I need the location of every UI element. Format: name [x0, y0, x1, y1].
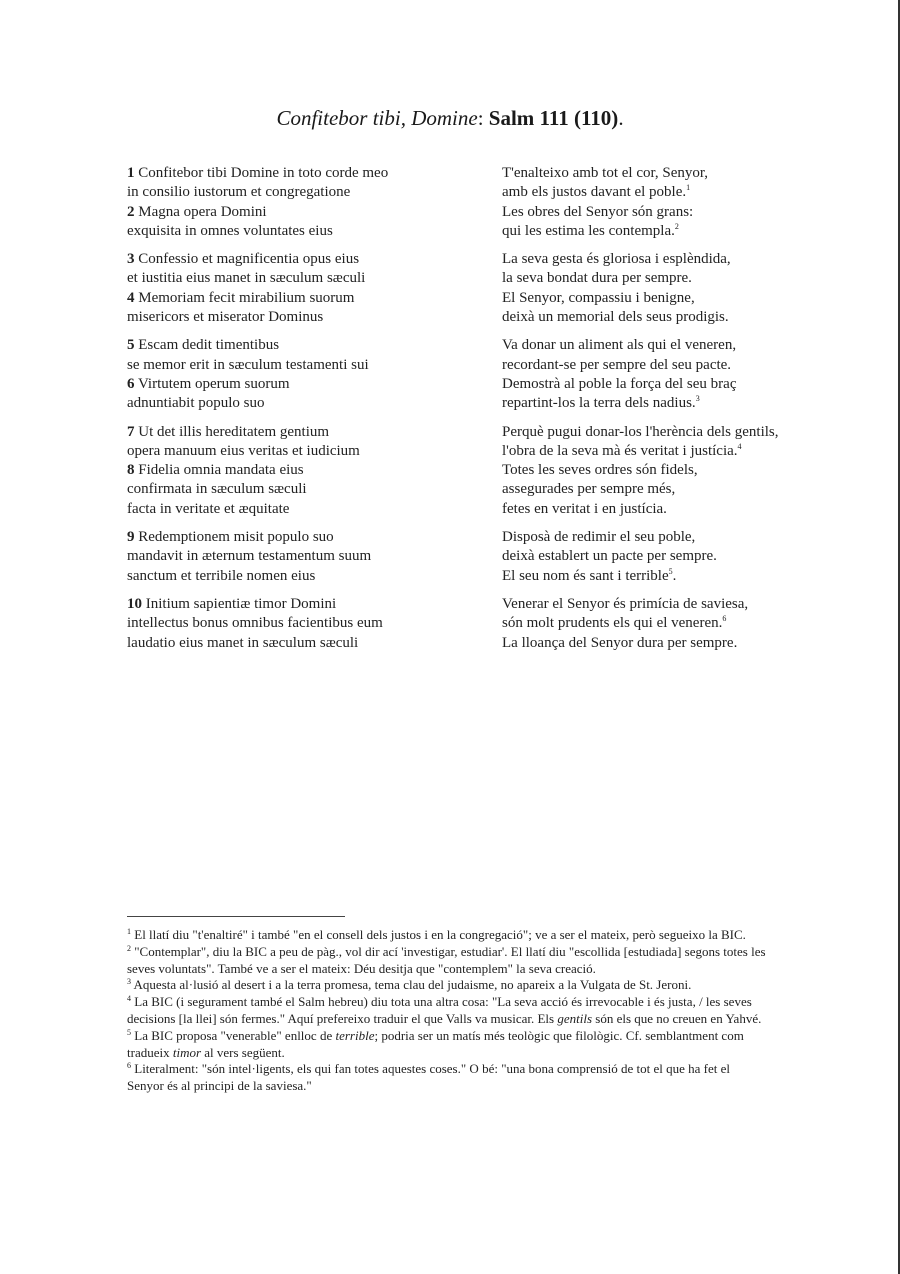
- footnote-number: 5: [127, 1027, 131, 1037]
- catalan-verse-text: El seu nom és sant i terrible: [502, 567, 669, 584]
- catalan-verse-text: La seva gesta és gloriosa i esplèndida,: [502, 251, 731, 268]
- footnote-text: El llatí diu "t'enaltiré" i també "en el consell dels justos i en la congregació"; ve a ser el mateix, però segueixo la BIC.: [134, 927, 746, 942]
- verse-number: 6: [127, 375, 135, 392]
- footnote-text: La BIC proposa "venerable" enlloc de: [134, 1027, 336, 1043]
- footnotes: [127, 927, 767, 1095]
- catalan-verse-line: [502, 222, 892, 241]
- verse-number: 4: [127, 289, 135, 306]
- latin-verse-text: laudatio eius manet in sæculum sæculi: [127, 634, 359, 651]
- footnote-number: 6: [127, 1061, 131, 1071]
- catalan-verse-text: l'obra de la seva mà és veritat i justícia.: [502, 442, 738, 459]
- catalan-verse-line: [502, 423, 892, 442]
- latin-verse-line: [127, 222, 487, 241]
- latin-verse-line: [127, 203, 487, 222]
- footnote-number: 2: [127, 943, 131, 953]
- latin-verse-text: Confitebor tibi Domine in toto corde meo: [138, 165, 389, 181]
- page-title: [0, 106, 900, 131]
- latin-verse-line: [127, 567, 487, 586]
- footnote-marker: 5: [668, 566, 673, 576]
- latin-verse-line: [127, 183, 487, 202]
- catalan-verse-line: [502, 356, 892, 375]
- footnote-marker: 1: [686, 183, 691, 193]
- footnote-text: La BIC (i segurament també el Salm hebreu) diu tota una altra cosa: "La seva acció és irrevocable i és justa, / les seves decisions [la llei] són fermes." Aquí prefereixo traduir el que Valls va musicar. Els: [127, 994, 752, 1026]
- catalan-verse-text: La lloança del Senyor dura per sempre.: [502, 634, 738, 651]
- catalan-verse-text: T'enalteixo amb tot el cor, Senyor,: [502, 165, 709, 181]
- catalan-translation-column: [502, 164, 892, 662]
- latin-verse-line: [127, 269, 487, 288]
- verse-punctuation: .: [672, 567, 677, 584]
- catalan-verse-line: [502, 375, 892, 394]
- latin-verse-line: [127, 289, 487, 308]
- footnote: [127, 1028, 767, 1062]
- latin-verse-line: [127, 164, 487, 183]
- catalan-verse-line: [502, 442, 892, 461]
- footnote: [127, 927, 767, 944]
- latin-stanza: [127, 164, 487, 241]
- catalan-verse-line: [502, 500, 892, 519]
- catalan-verse-text: Demostrà al poble la força del seu braç: [502, 375, 737, 392]
- latin-verse-line: [127, 528, 487, 547]
- verse-number: 8: [127, 462, 135, 479]
- latin-verse-line: [127, 423, 487, 442]
- latin-stanza: [127, 336, 487, 413]
- latin-verse-line: [127, 634, 487, 653]
- latin-stanza: [127, 250, 487, 327]
- catalan-stanza: [502, 423, 892, 519]
- footnote-text: gentils: [557, 1010, 593, 1026]
- latin-verse-text: Redemptionem misit populo suo: [138, 529, 334, 546]
- catalan-verse-line: [502, 289, 892, 308]
- title-end: .: [618, 106, 624, 130]
- catalan-verse-text: deixà establert un pacte per sempre.: [502, 548, 717, 565]
- footnote-marker: 2: [674, 221, 679, 231]
- footnote-marker: 3: [695, 394, 700, 404]
- latin-verse-text: Memoriam fecit mirabilium suorum: [138, 289, 355, 306]
- verse-number: 2: [127, 203, 135, 220]
- footnote: [127, 994, 767, 1028]
- catalan-verse-text: recordant-se per sempre del seu pacte.: [502, 356, 732, 373]
- footnote: [127, 1061, 767, 1095]
- latin-verse-line: [127, 356, 487, 375]
- footnote: [127, 944, 767, 978]
- catalan-verse-text: El Senyor, compassiu i benigne,: [502, 289, 695, 306]
- catalan-verse-line: [502, 480, 892, 499]
- footnote-separator: [127, 916, 345, 917]
- catalan-stanza: [502, 164, 892, 241]
- catalan-verse-line: [502, 567, 892, 586]
- latin-verse-line: [127, 375, 487, 394]
- catalan-verse-line: [502, 461, 892, 480]
- catalan-verse-line: [502, 634, 892, 653]
- catalan-stanza: [502, 336, 892, 413]
- catalan-verse-text: Disposà de redimir el seu poble,: [502, 529, 696, 546]
- footnote-text: al vers següent.: [201, 1044, 285, 1060]
- latin-verse-text: Virtutem operum suorum: [137, 375, 290, 392]
- latin-verse-text: et iustitia eius manet in sæculum sæculi: [127, 270, 366, 287]
- footnote-text: "Contemplar", diu la BIC a peu de pàg., vol dir ací 'investigar, estudiar'. El llatí diu "escollida [estudiada] segons totes les seves voluntats". També ve a ser el mateix: Déu desitja que "contemplem" la seva creació.: [127, 943, 766, 976]
- latin-verse-text: Escam dedit timentibus: [138, 337, 280, 354]
- footnote: [127, 977, 767, 994]
- latin-stanza: [127, 595, 487, 653]
- catalan-verse-line: [502, 336, 892, 355]
- footnote-marker: 6: [722, 614, 727, 624]
- catalan-stanza: [502, 595, 892, 653]
- latin-verse-text: Ut det illis hereditatem gentium: [138, 423, 330, 440]
- latin-verse-text: intellectus bonus omnibus facientibus eum: [127, 615, 383, 632]
- catalan-verse-text: amb els justos davant el poble.: [502, 184, 687, 201]
- latin-verse-line: [127, 442, 487, 461]
- latin-verse-text: Fidelia omnia mandata eius: [138, 462, 304, 479]
- catalan-verse-text: Va donar un aliment als qui el veneren,: [502, 337, 737, 354]
- title-psalm: Salm 111 (110): [488, 106, 619, 130]
- catalan-verse-line: [502, 528, 892, 547]
- catalan-verse-text: són molt prudents els qui el veneren.: [502, 615, 723, 632]
- catalan-verse-text: la seva bondat dura per sempre.: [502, 270, 692, 287]
- latin-verse-text: Initium sapientiæ timor Domini: [145, 595, 337, 612]
- latin-verse-text: opera manuum eius veritas et iudicium: [127, 442, 360, 459]
- latin-verse-line: [127, 461, 487, 480]
- catalan-verse-line: [502, 250, 892, 269]
- latin-verse-line: [127, 595, 487, 614]
- catalan-verse-text: deixà un memorial dels seus prodigis.: [502, 309, 729, 326]
- latin-verse-text: Confessio et magnificentia opus eius: [138, 251, 360, 268]
- latin-verse-line: [127, 394, 487, 413]
- latin-verse-text: misericors et miserator Dominus: [127, 309, 324, 326]
- latin-verse-text: facta in veritate et æquitate: [127, 500, 290, 517]
- latin-verse-line: [127, 547, 487, 566]
- latin-verse-text: se memor erit in sæculum testamenti sui: [127, 356, 369, 373]
- catalan-verse-line: [502, 595, 892, 614]
- footnote-number: 3: [127, 977, 131, 987]
- catalan-verse-line: [502, 394, 892, 413]
- catalan-verse-text: qui les estima les contempla.: [502, 222, 675, 239]
- latin-verse-text: in consilio iustorum et congregatione: [127, 184, 351, 201]
- catalan-stanza: [502, 250, 892, 327]
- catalan-verse-text: Les obres del Senyor són grans:: [502, 203, 694, 220]
- title-separator: :: [477, 106, 489, 130]
- catalan-verse-text: repartint-los la terra dels nadius.: [502, 395, 696, 412]
- verse-number: 7: [127, 423, 135, 440]
- catalan-verse-line: [502, 269, 892, 288]
- title-latin: Confitebor tibi, Domine: [276, 106, 478, 130]
- latin-verse-line: [127, 308, 487, 327]
- footnote-text: Aquesta al·lusió al desert i a la terra promesa, tema clau del judaisme, no apareix a la Vulgata de St. Jeroni.: [133, 977, 692, 993]
- catalan-verse-line: [502, 164, 892, 183]
- latin-verse-text: sanctum et terribile nomen eius: [127, 567, 316, 584]
- latin-stanza: [127, 423, 487, 519]
- catalan-verse-line: [502, 183, 892, 202]
- catalan-verse-line: [502, 614, 892, 633]
- footnote-number: 1: [127, 927, 131, 936]
- catalan-verse-line: [502, 203, 892, 222]
- catalan-verse-text: fetes en veritat i en justícia.: [502, 500, 667, 517]
- catalan-verse-text: Venerar el Senyor és primícia de saviesa,: [502, 595, 749, 612]
- verse-number: 10: [127, 595, 142, 612]
- footnote-text: Literalment: "són intel·ligents, els qui fan totes aquestes coses." O bé: "una bona comprensió de tot el que ha fet el Senyor és al principi de la saviesa.": [127, 1061, 730, 1094]
- footnote-number: 4: [127, 994, 131, 1004]
- catalan-verse-text: Perquè pugui donar-los l'herència dels gentils,: [502, 423, 779, 440]
- verse-number: 1: [127, 165, 135, 181]
- catalan-verse-text: Totes les seves ordres són fidels,: [502, 462, 698, 479]
- latin-stanza: [127, 528, 487, 586]
- verse-number: 3: [127, 251, 135, 268]
- footnote-text: ; podria ser un matís més teològic que filològic. Cf. semblantment com tradueix: [127, 1027, 744, 1060]
- footnote-text: són els que no creuen en Yahvé.: [592, 1010, 762, 1026]
- latin-verse-line: [127, 480, 487, 499]
- latin-verse-line: [127, 614, 487, 633]
- latin-verse-text: exquisita in omnes voluntates eius: [127, 222, 333, 239]
- catalan-verse-text: assegurades per sempre més,: [502, 481, 676, 498]
- latin-verse-line: [127, 500, 487, 519]
- latin-verse-line: [127, 250, 487, 269]
- footnote-text: terrible: [335, 1027, 375, 1043]
- verse-number: 5: [127, 337, 135, 354]
- latin-verse-text: adnuntiabit populo suo: [127, 395, 265, 412]
- latin-verse-line: [127, 336, 487, 355]
- latin-verse-text: Magna opera Domini: [138, 203, 267, 220]
- catalan-stanza: [502, 528, 892, 586]
- verse-number: 9: [127, 529, 135, 546]
- catalan-verse-line: [502, 547, 892, 566]
- catalan-verse-line: [502, 308, 892, 327]
- footnote-text: timor: [172, 1044, 202, 1060]
- footnote-marker: 4: [737, 441, 742, 451]
- latin-verse-text: mandavit in æternum testamentum suum: [127, 548, 372, 565]
- latin-verse-text: confirmata in sæculum sæculi: [127, 481, 307, 498]
- latin-text-column: [127, 164, 487, 662]
